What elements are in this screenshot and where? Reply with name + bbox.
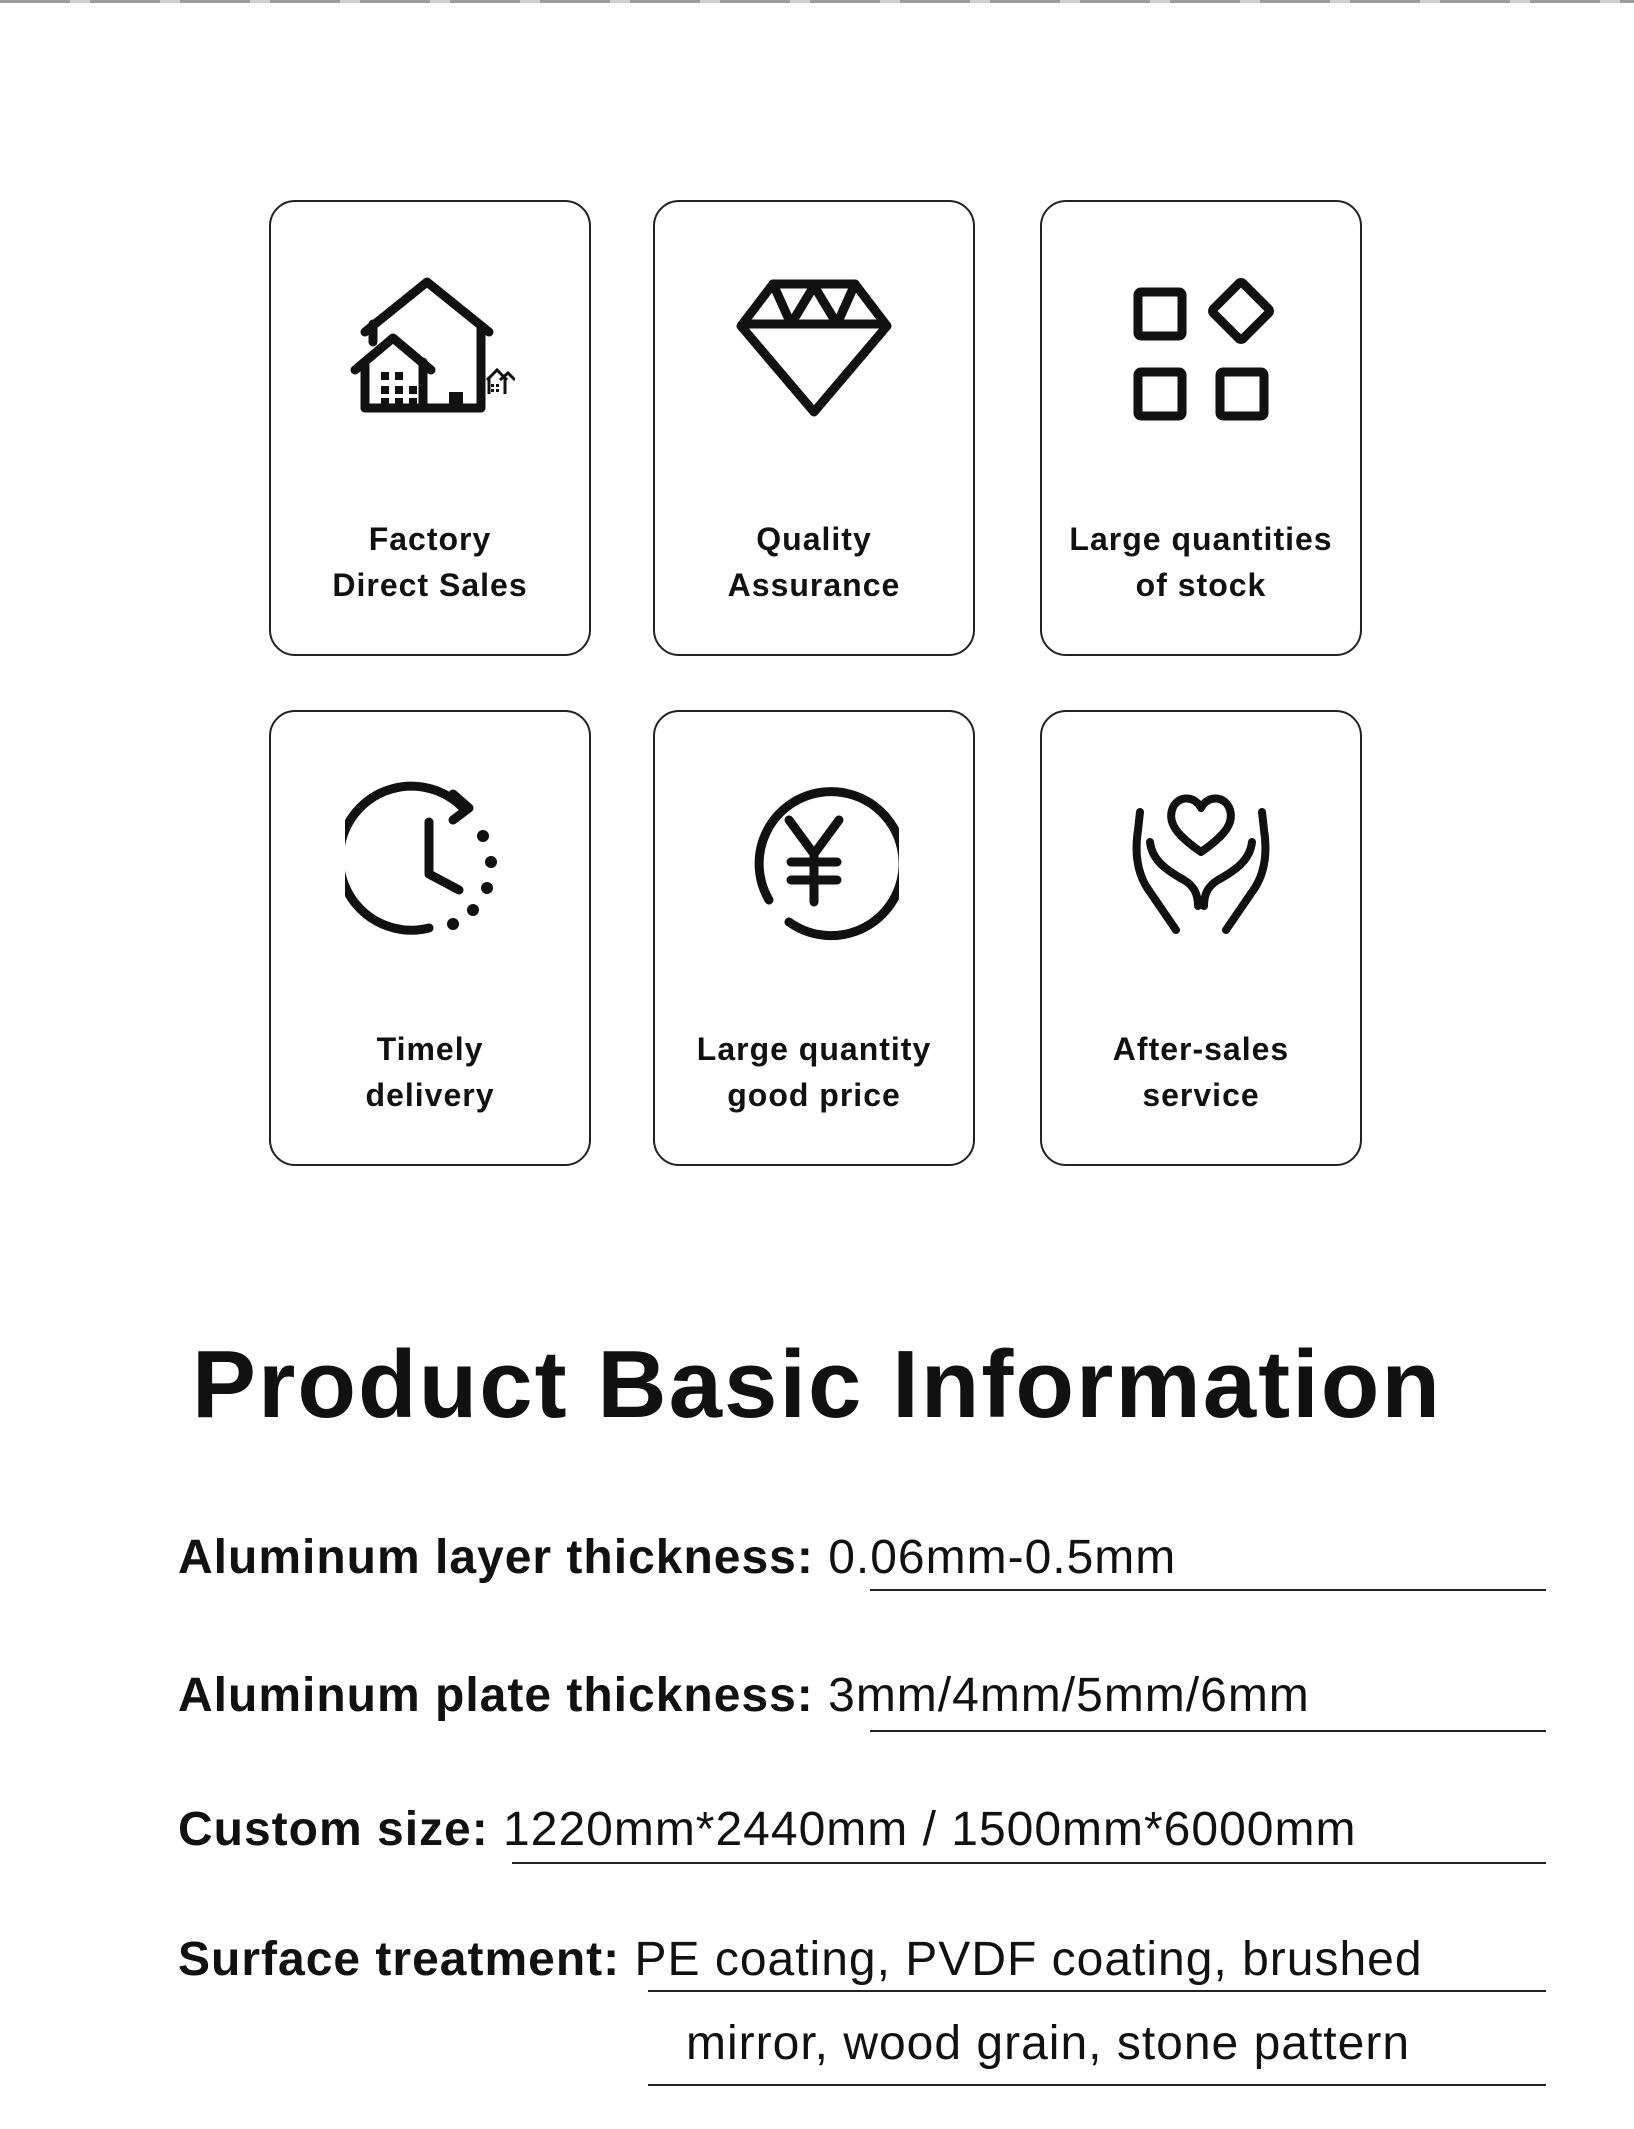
feature-label: Large quantity good price	[696, 1031, 932, 1113]
grid-squares-icon	[1116, 262, 1286, 432]
spec-value: mirror, wood grain, stone pattern	[686, 2017, 1411, 2070]
feature-label: After-sales service	[1112, 1031, 1290, 1113]
spec-label: Aluminum layer thickness:	[178, 1531, 814, 1584]
feature-label: Large quantities of stock	[1069, 521, 1333, 603]
feature-label: Factory Direct Sales	[332, 521, 528, 603]
spec-surface-treatment-line2	[686, 2014, 1410, 2074]
spec-value: PE coating, PVDF coating, brushed	[620, 1933, 1423, 1986]
underline	[648, 1990, 1546, 1992]
yen-coin-icon	[729, 772, 899, 942]
underline	[512, 1862, 1546, 1864]
spec-label: Surface treatment:	[178, 1933, 621, 1986]
spec-label: Custom size:	[178, 1803, 489, 1856]
heart-hands-icon	[1116, 772, 1286, 942]
feature-label: Timely delivery	[365, 1031, 495, 1113]
spec-value: 0.06mm-0.5mm	[813, 1531, 1177, 1584]
factory-buildings-icon	[345, 262, 515, 432]
spec-aluminum-plate	[178, 1666, 1310, 1726]
spec-aluminum-layer	[178, 1528, 1176, 1588]
feature-card-quality	[653, 200, 975, 656]
spec-value: 1220mm*2440mm / 1500mm*6000mm	[488, 1803, 1357, 1856]
feature-card-delivery	[269, 710, 591, 1166]
section-title: Product Basic Information	[191, 1331, 1443, 1438]
underline	[870, 1730, 1546, 1732]
spec-custom-size	[178, 1800, 1356, 1860]
top-divider	[0, 0, 1634, 3]
feature-label: Quality Assurance	[727, 521, 901, 603]
underline	[648, 2084, 1546, 2086]
clock-refresh-icon	[345, 772, 515, 942]
feature-card-factory	[269, 200, 591, 656]
spec-label: Aluminum plate thickness:	[178, 1669, 814, 1722]
feature-card-service	[1040, 710, 1362, 1166]
spec-surface-treatment	[178, 1930, 1423, 1990]
underline	[870, 1589, 1546, 1591]
spec-value: 3mm/4mm/5mm/6mm	[813, 1669, 1310, 1722]
feature-card-price	[653, 710, 975, 1166]
diamond-icon	[729, 262, 899, 432]
feature-card-stock	[1040, 200, 1362, 656]
